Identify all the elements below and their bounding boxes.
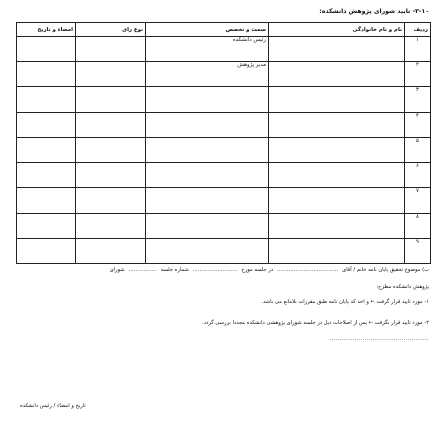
faculty-research-line: پژوهش دانشکده مطرح:: [376, 284, 429, 290]
corrections-blank-line: ...................................................: [329, 336, 429, 342]
position-cell: [146, 188, 269, 213]
table-row: [17, 137, 431, 162]
table-row: [17, 238, 431, 263]
meeting-date-label: در جلسه مورخ: [241, 267, 274, 273]
meeting-number-label: شماره جلسه: [160, 267, 189, 273]
table-row: [17, 87, 431, 112]
name-cell: [269, 87, 405, 112]
table-row: [17, 62, 431, 87]
row-number: ۴: [405, 112, 431, 137]
section-b-subject-line: [110, 267, 429, 273]
header-position: سمت و تخصص: [146, 23, 269, 37]
name-cell: [269, 238, 405, 263]
table-row: [17, 112, 431, 137]
meeting-number-blank: .................: [128, 267, 157, 273]
row-number: ۶: [405, 163, 431, 188]
vote-cell: [76, 62, 146, 87]
position-cell: [146, 87, 269, 112]
name-cell: [269, 37, 405, 62]
row-number: ۳: [405, 87, 431, 112]
row-number: ۸: [405, 213, 431, 238]
header-name: نام و نام خانوادگی: [269, 23, 405, 37]
name-cell: [269, 62, 405, 87]
row-number: ۱: [405, 37, 431, 62]
name-cell: [269, 188, 405, 213]
vote-cell: [76, 188, 146, 213]
council-label: شورای: [109, 267, 125, 273]
header-row-number: ردیف: [405, 23, 431, 37]
council-approval-table: [16, 22, 431, 264]
position-cell: رئیس دانشکده: [146, 37, 269, 62]
position-cell: [146, 163, 269, 188]
signature-cell: [17, 238, 76, 263]
signature-cell: [17, 37, 76, 62]
vote-cell: [76, 238, 146, 263]
section-b-prefix: ب) موضوع تحقیق پایان نامه خانم / آقای: [342, 267, 429, 273]
signature-cell: [17, 62, 76, 87]
dean-signature-label: تاریخ و امضاء / رئیس دانشکده: [20, 403, 86, 409]
signature-cell: [17, 188, 76, 213]
table-row: [17, 188, 431, 213]
row-number: ۹: [405, 238, 431, 263]
vote-cell: [76, 112, 146, 137]
position-cell: [146, 112, 269, 137]
position-cell: [146, 213, 269, 238]
signature-cell: [17, 87, 76, 112]
name-cell: [269, 137, 405, 162]
name-cell: [269, 163, 405, 188]
position-cell: [146, 238, 269, 263]
row-number: ۷: [405, 188, 431, 213]
table-row: [17, 213, 431, 238]
header-signature: امضاء و تاریخ: [17, 23, 76, 37]
signature-cell: [17, 163, 76, 188]
option-approved: ۱- مورد تایید قرار گرفت ← و اخذ کد پایان نامه طبق مقررات بلامانع می باشد.: [261, 299, 429, 305]
vote-cell: [76, 87, 146, 112]
name-cell: [269, 112, 405, 137]
position-cell: [146, 137, 269, 162]
signature-cell: [17, 213, 76, 238]
header-vote: نوع رای: [76, 23, 146, 37]
form-heading: ۲-۱۰- تایید شورای پژوهش دانشکده:: [319, 8, 429, 15]
signature-cell: [17, 137, 76, 162]
name-cell: [269, 213, 405, 238]
meeting-date-blank: ...........................: [192, 267, 238, 273]
table-row: [17, 37, 431, 62]
vote-cell: [76, 213, 146, 238]
row-number: ۲: [405, 62, 431, 87]
vote-cell: [76, 137, 146, 162]
option-not-approved: ۲- مورد تایید قرار نگرفت ← پس از اصلاحات ذیل در جلسه شورای پژوهشی دانشکده مجددا بررسی گردد.: [202, 320, 429, 326]
vote-cell: [76, 163, 146, 188]
position-cell: مدیر پژوهش: [146, 62, 269, 87]
row-number: ۵: [405, 137, 431, 162]
student-name-blank: .....................................: [277, 267, 339, 273]
signature-cell: [17, 112, 76, 137]
table-row: [17, 163, 431, 188]
vote-cell: [76, 37, 146, 62]
table-header-row: [17, 23, 431, 37]
